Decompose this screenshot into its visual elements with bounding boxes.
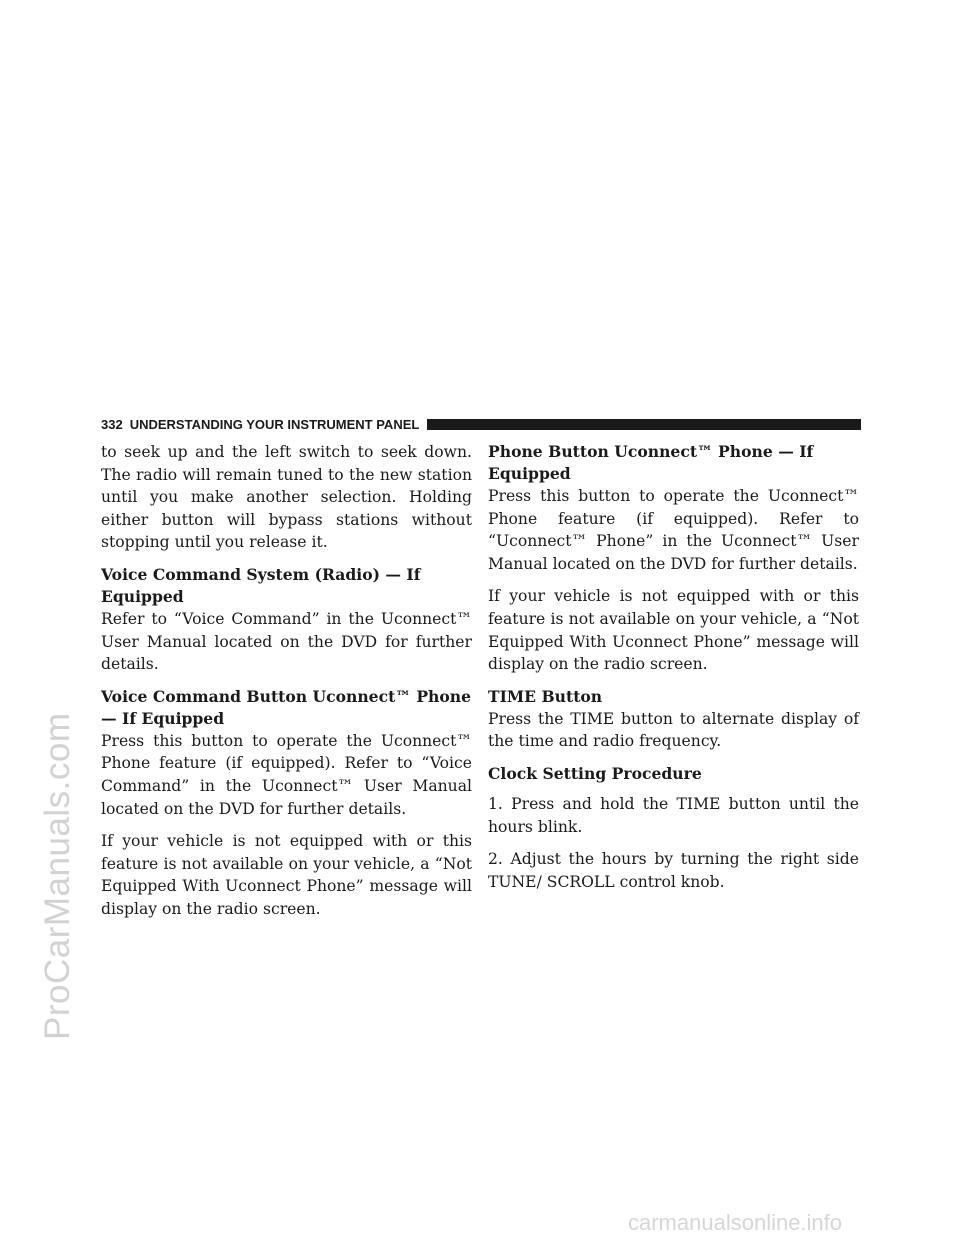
paragraph-time-button: Press the TIME button to alternate display of the time and radio frequency. xyxy=(488,709,859,751)
paragraph-voice-command-button: Press this button to operate the Uconnect™ Phone feature (if equipped). Refer to “Voice Command” in the Uconnect™ User Manual located on the DVD for further details. xyxy=(101,731,472,818)
heading-clock-setting: Clock Setting Procedure xyxy=(488,763,702,783)
heading-voice-command-system: Voice Command System (Radio) — If Equipped xyxy=(101,564,421,606)
right-column xyxy=(488,441,859,903)
running-header xyxy=(101,417,861,431)
paragraph-seek: to seek up and the left switch to seek down. The radio will remain tuned to the new station until you make another selection. Holding either button will bypass stations without stopping until you release it. xyxy=(101,443,472,552)
heading-voice-command-button: Voice Command Button Uconnect™ Phone — If Equipped xyxy=(101,686,472,728)
clock-step-2: 2. Adjust the hours by turning the right side TUNE/ SCROLL control knob. xyxy=(488,850,859,891)
heading-phone-button: Phone Button Uconnect™ Phone — If Equipped xyxy=(488,442,814,483)
bottom-watermark: carmanualsonline.info xyxy=(628,1210,843,1235)
paragraph-phone-button: Press this button to operate the Uconnect™ Phone feature (if equipped). Refer to “Uconnect™ Phone” in the Uconnect™ User Manual located on the DVD for further details. xyxy=(488,487,859,573)
header-rule xyxy=(427,419,861,430)
clock-step-1: 1. Press and hold the TIME button until the hours blink. xyxy=(488,794,859,836)
section-title: UNDERSTANDING YOUR INSTRUMENT PANEL xyxy=(129,416,420,432)
paragraph-voice-command-system: Refer to “Voice Command” in the Uconnect™ User Manual located on the DVD for further details. xyxy=(101,609,472,674)
page-number: 332 xyxy=(101,416,123,432)
paragraph-voice-not-equipped: If your vehicle is not equipped with or this feature is not available on your vehicle, a “Not Equipped With Uconnect Phone” message will display on the radio screen. xyxy=(101,832,472,918)
heading-time-button: TIME Button xyxy=(488,686,603,706)
paragraph-phone-not-equipped: If your vehicle is not equipped with or this feature is not available on your vehicle, a “Not Equipped With Uconnect Phone” message will display on the radio screen. xyxy=(488,587,859,674)
left-column xyxy=(101,441,472,931)
side-watermark: ProCarManuals.com xyxy=(38,712,77,1040)
